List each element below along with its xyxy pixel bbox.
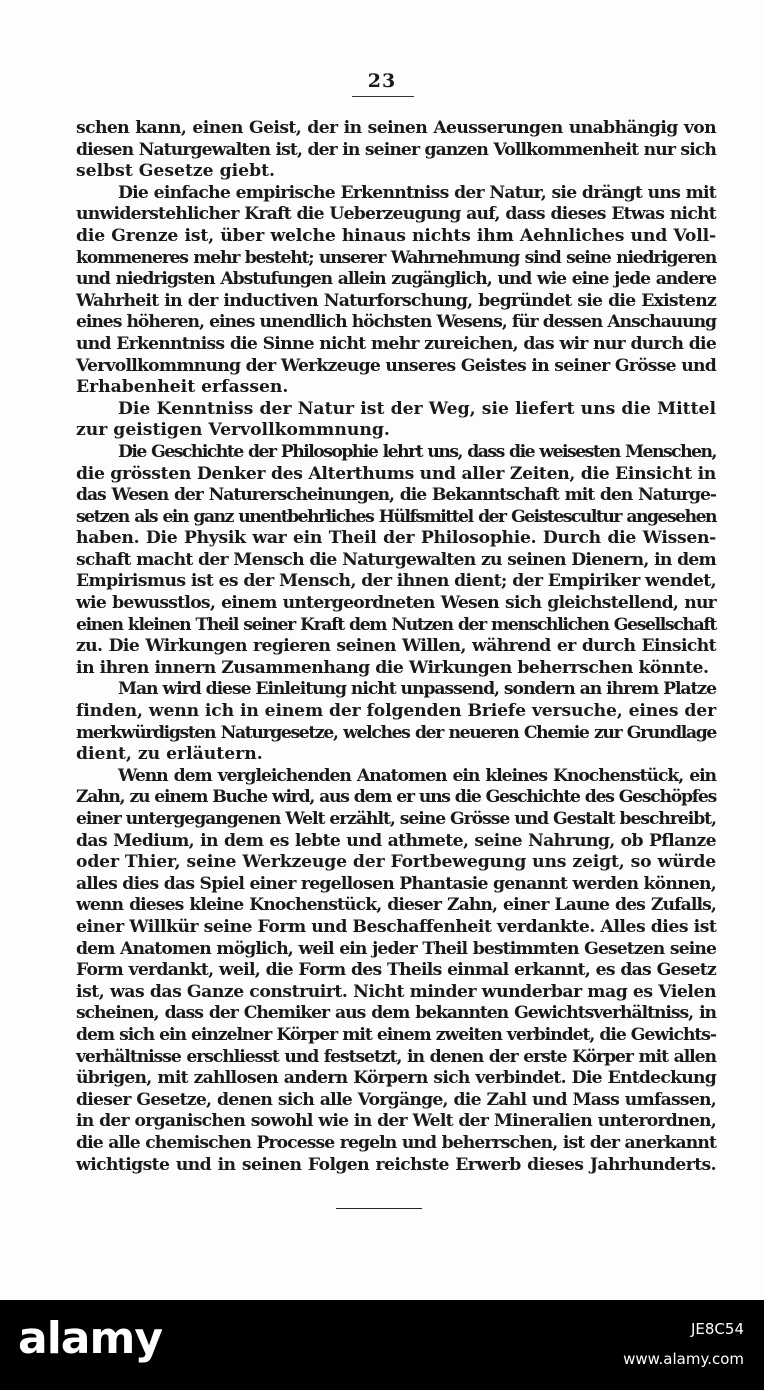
stock-url: www.alamy.com (623, 1350, 744, 1368)
text-line: selbst Gesetze giebt. (76, 161, 276, 182)
text-line: dem Anatomen möglich, weil ein jeder Theil bestimmten Gesetzen seine (76, 938, 716, 959)
text-line: übrigen, mit zahllosen andern Körpern sich verbindet. Die Entdeckung (76, 1068, 716, 1089)
text-line: eines höheren, eines unendlich höchsten Wesens, für dessen Anschauung (76, 312, 716, 333)
text-line: oder Thier, seine Werkzeuge der Fortbewegung uns zeigt, so würde (76, 852, 716, 873)
text-line: und Erkenntniss die Sinne nicht mehr zureichen, das wir nur durch die (76, 333, 716, 354)
text-line: Wahrheit in der inductiven Naturforschung, begründet sie die Existenz (76, 290, 716, 311)
page-number: 23 (367, 70, 397, 92)
image-id: JE8C54 (690, 1320, 744, 1338)
text-line: haben. Die Physik war ein Theil der Philosophie. Durch die Wissen- (76, 528, 716, 549)
text-line: Empirismus ist es der Mensch, der ihnen dient; der Empiriker wendet, (76, 571, 716, 592)
text-line: Die Kenntniss der Natur ist der Weg, sie liefert uns die Mittel (118, 398, 716, 419)
text-line: die Grenze ist, über welche hinaus nichts ihm Aehnliches und Voll- (76, 225, 716, 246)
text-line: wenn dieses kleine Knochenstück, dieser Zahn, einer Laune des Zufalls, (76, 895, 716, 916)
text-line: Zahn, zu einem Buche wird, aus dem er uns die Geschichte des Geschöpfes (76, 787, 716, 808)
text-line: ist, was das Ganze construirt. Nicht minder wunderbar mag es Vielen (76, 981, 716, 1002)
text-line: Die einfache empirische Erkenntniss der Natur, sie drängt uns mit (118, 182, 716, 203)
text-line: das Medium, in dem es lebte und athmete, seine Nahrung, ob Pflanze (76, 830, 716, 851)
text-line: dient, zu erläutern. (76, 744, 263, 765)
text-line: kommeneres mehr besteht; unserer Wahrnehmung sind seine niedrigeren (76, 247, 716, 268)
text-line: unwiderstehlicher Kraft die Ueberzeugung auf, dass dieses Etwas nicht (76, 204, 716, 225)
text-line: finden, wenn ich in einem der folgenden Briefe versuche, eines der (76, 701, 716, 722)
text-line: Man wird diese Einleitung nicht unpassend, sondern an ihrem Platze (118, 679, 716, 700)
text-line: einer untergegangenen Welt erzählt, seine Grösse und Gestalt beschreibt, (76, 809, 716, 829)
text-line: alles dies das Spiel einer regellosen Phantasie genannt werden können, (76, 873, 716, 894)
text-line: merkwürdigsten Naturgesetze, welches der neueren Chemie zur Grundlage (76, 722, 716, 743)
text-line: dem sich ein einzelner Körper mit einem zweiten verbindet, die Gewichts- (76, 1024, 716, 1045)
text-line: wichtigste und in seinen Folgen reichste Erwerb dieses Jahrhunderts. (76, 1154, 716, 1175)
section-end-rule (336, 1208, 422, 1209)
text-line: wie bewusstlos, einem untergeordneten Wesen sich gleichstellend, nur (76, 593, 716, 614)
text-line: diesen Naturgewalten ist, der in seiner ganzen Vollkommenheit nur sich (76, 139, 716, 160)
text-line: die grössten Denker des Alterthums und aller Zeiten, die Einsicht in (76, 463, 716, 484)
text-line: Form verdankt, weil, die Form des Theils einmal erkannt, es das Gesetz (76, 960, 716, 981)
text-line: und niedrigsten Abstufungen allein zugänglich, und wie eine jede andere (76, 269, 716, 290)
text-line: Erhabenheit erfassen. (76, 377, 289, 398)
text-line: in der organischen sowohl wie in der Welt der Mineralien unterordnen, (76, 1111, 716, 1132)
body-text (76, 118, 716, 1176)
text-line: Wenn dem vergleichenden Anatomen ein kleines Knochenstück, ein (118, 765, 716, 786)
text-line: dieser Gesetze, denen sich alle Vorgänge, die Zahl und Mass umfassen, (76, 1089, 716, 1110)
text-line: in ihren innern Zusammenhang die Wirkungen beherrschen könnte. (76, 657, 709, 678)
text-line: das Wesen der Naturerscheinungen, die Bekanntschaft mit den Naturge- (76, 485, 716, 506)
text-line: Die Geschichte der Philosophie lehrt uns, dass die weisesten Menschen, (118, 441, 716, 462)
text-line: verhältnisse erschliesst und festsetzt, in denen der erste Körper mit allen (76, 1046, 716, 1067)
text-line: zur geistigen Vervollkommnung. (76, 420, 390, 441)
text-line: einer Willkür seine Form und Beschaffenheit verdankte. Alles dies ist (76, 916, 717, 937)
text-line: Vervollkommnung der Werkzeuge unseres Geistes in seiner Grösse und (76, 355, 716, 376)
text-line: die alle chemischen Processe regeln und beherrschen, ist der anerkannt (76, 1132, 716, 1153)
text-line: scheinen, dass der Chemiker aus dem bekannten Gewichtsverhältniss, in (76, 1003, 716, 1024)
text-line: schaft macht der Mensch die Naturgewalten zu seinen Dienern, in dem (76, 549, 716, 570)
text-line: schen kann, einen Geist, der in seinen Aeusserungen unabhängig von (76, 118, 716, 138)
text-line: setzen als ein ganz unentbehrliches Hülfsmittel der Geistescultur angesehen (76, 506, 716, 527)
watermark-logo: alamy (18, 1313, 162, 1364)
page-number-rule (352, 96, 414, 97)
text-line: einen kleinen Theil seiner Kraft dem Nutzen der menschlichen Gesellschaft (76, 614, 716, 635)
text-line: zu. Die Wirkungen regieren seinen Willen, während er durch Einsicht (76, 636, 716, 657)
